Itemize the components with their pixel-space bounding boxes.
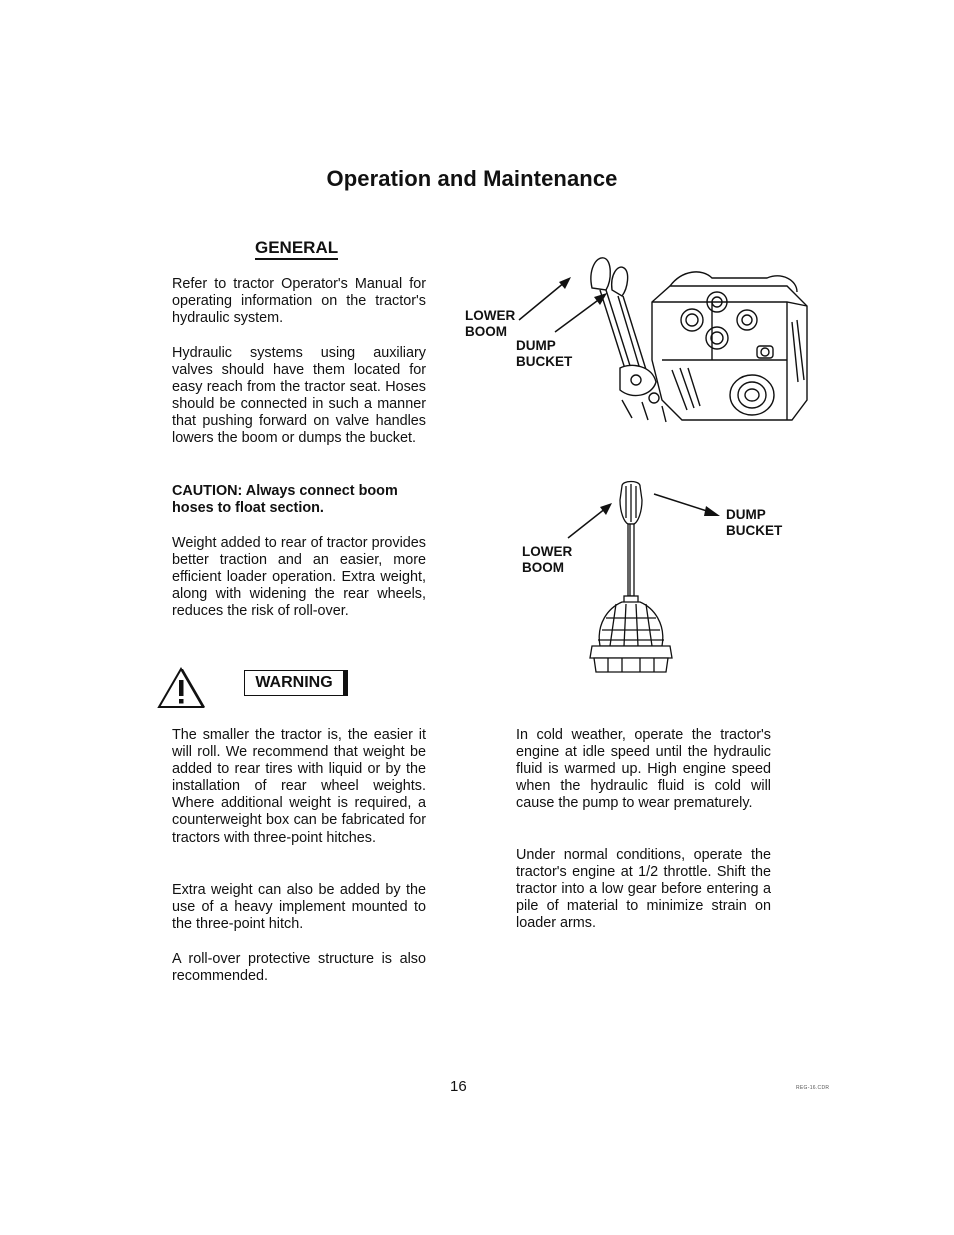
valve-lower-boom-label: LOWER BOOM bbox=[465, 308, 516, 339]
general-paragraph-1: Refer to tractor Operator's Manual for operating information on the tractor's hydraulic system. bbox=[172, 276, 426, 327]
general-heading: GENERAL bbox=[255, 238, 338, 260]
general-paragraph-3: Weight added to rear of tractor provides better traction and an easier, more efficient loader operation. Extra weight, along with widening the rear wheels, reduces the risk of roll-over. bbox=[172, 535, 426, 620]
warning-triangle-icon bbox=[156, 666, 206, 710]
warning-paragraph-3: A roll-over protective structure is also recommended. bbox=[172, 951, 426, 985]
caution-note: CAUTION: Always connect boom hoses to float section. bbox=[172, 483, 398, 517]
joystick-dump-bucket-label: DUMP BUCKET bbox=[726, 507, 783, 538]
warning-paragraph-2: Extra weight can also be added by the use of a heavy implement mounted to the three-point hitch. bbox=[172, 882, 426, 933]
hydraulic-valve-illustration bbox=[592, 250, 822, 446]
file-code: REG-16.CDR bbox=[796, 1085, 830, 1091]
page-title: Operation and Maintenance bbox=[326, 166, 618, 191]
cold-weather-paragraph: In cold weather, operate the tractor's engine at idle speed until the hydraulic fluid is warmed up. High engine speed when the hydraulic fluid is cold will cause the pump to wear prematurely. bbox=[516, 727, 771, 812]
lower-boom-arrow-icon bbox=[515, 274, 615, 344]
joystick-direction-arrows-icon bbox=[560, 490, 730, 546]
valve-dump-bucket-label: DUMP BUCKET bbox=[516, 338, 573, 369]
joystick-lower-boom-label: LOWER BOOM bbox=[522, 544, 573, 575]
warning-label: WARNING bbox=[244, 670, 348, 696]
normal-conditions-paragraph: Under normal conditions, operate the tractor's engine at 1/2 throttle. Shift the tractor into a low gear before entering a pile of material to minimize strain on loader arms. bbox=[516, 847, 771, 932]
general-paragraph-2: Hydraulic systems using auxiliary valves should have them located for easy reach from the tractor seat. Hoses should be connected in such a manner that pushing forward on valve handles lowers the boom or dumps the bucket. bbox=[172, 345, 426, 447]
warning-paragraph-1: The smaller the tractor is, the easier it will roll. We recommend that weight be added to rear tires with liquid or by the installation of rear wheel weights. Where additional weight is required, a counterweight box can be fabricated for tractors with three-point hitches. bbox=[172, 727, 426, 846]
page-number: 16 bbox=[450, 1078, 467, 1095]
